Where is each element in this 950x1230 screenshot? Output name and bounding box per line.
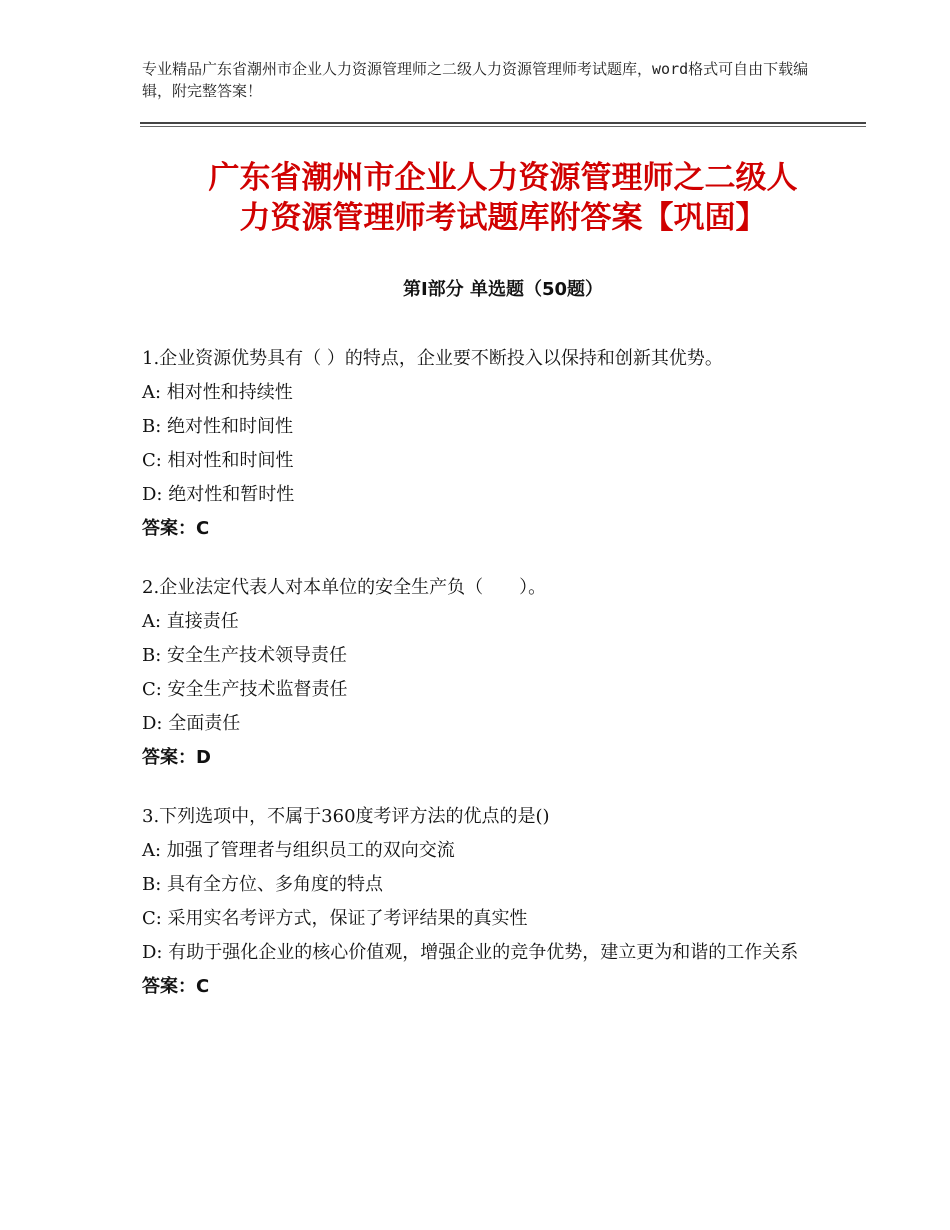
answer-label: 答案：C: [142, 518, 210, 539]
document-title-line-1: 广东省潮州市企业人力资源管理师之二级人: [208, 160, 798, 196]
option-b: B: 安全生产技术领导责任: [142, 645, 348, 666]
answer-label: 答案：C: [142, 976, 210, 997]
option-c: C: 采用实名考评方式，保证了考评结果的真实性: [142, 908, 528, 929]
option-b: B: 具有全方位、多角度的特点: [142, 874, 384, 895]
question-stem: 3.下列选项中，不属于360度考评方法的优点的是(): [142, 806, 550, 827]
header-note: 专业精品广东省潮州市企业人力资源管理师之二级人力资源管理师考试题库，word格式可自由下载编辑，附完整答案！: [142, 60, 809, 100]
option-a: A: 直接责任: [142, 611, 239, 632]
question-3: [142, 800, 812, 1004]
question-stem: 2.企业法定代表人对本单位的安全生产负（ ）。: [142, 577, 547, 598]
option-a: A: 加强了管理者与组织员工的双向交流: [142, 840, 455, 861]
option-d: D: 有助于强化企业的核心价值观，增强企业的竞争优势，建立更为和谐的工作关系: [142, 942, 799, 963]
question-stem: 1.企业资源优势具有（ ）的特点，企业要不断投入以保持和创新其优势。: [142, 348, 723, 369]
option-a: A: 相对性和持续性: [142, 382, 293, 403]
question-2: [142, 571, 812, 775]
option-c: C: 安全生产技术监督责任: [142, 679, 348, 700]
section-title: 第Ⅰ部分 单选题（50题）: [402, 279, 603, 300]
option-d: D: 绝对性和暂时性: [142, 484, 295, 505]
header-divider-thick: [140, 122, 866, 124]
document-title: [140, 158, 866, 238]
header-divider-thin: [140, 126, 866, 127]
option-b: B: 绝对性和时间性: [142, 416, 294, 437]
document-title-line-2: 力资源管理师考试题库附答案【巩固】: [239, 200, 767, 236]
answer-label: 答案：D: [142, 747, 211, 768]
option-c: C: 相对性和时间性: [142, 450, 294, 471]
option-d: D: 全面责任: [142, 713, 241, 734]
question-1: [142, 342, 812, 546]
question-list: [142, 342, 812, 1029]
